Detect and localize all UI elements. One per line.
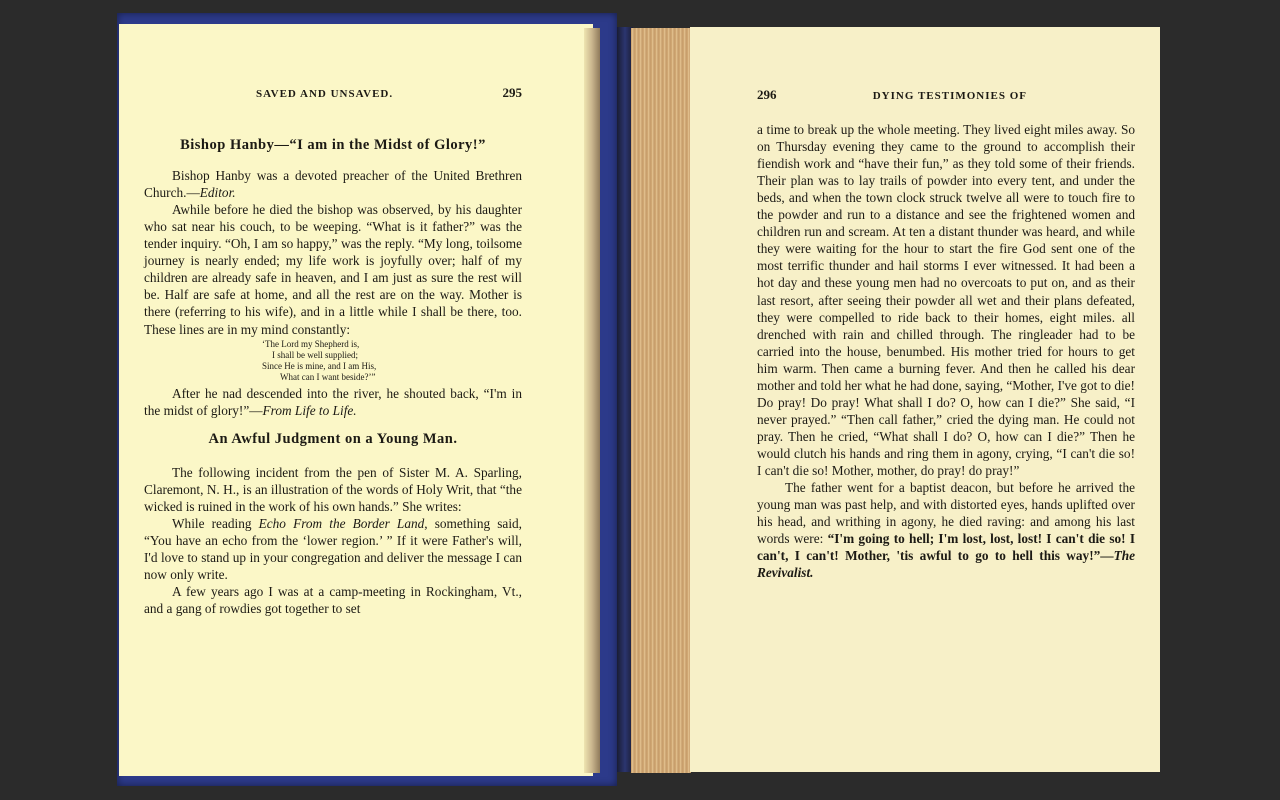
paragraph-glory-text: After he nad descended into the river, he shouted back, “I'm in the midst of glory!”— xyxy=(144,385,522,418)
left-page-content xyxy=(144,84,522,617)
paragraph-echo-start: While reading xyxy=(172,515,259,531)
right-book-page-edges xyxy=(631,28,691,773)
left-page-edge xyxy=(584,28,600,773)
paragraph-camp-meeting: A few years ago I was at a camp-meeting in Rockingham, Vt., and a gang of rowdies got together to set xyxy=(144,584,522,617)
paragraph-bishop-story: Awhile before he died the bishop was observed, by his daughter who sat near his couch, to be weeping. “What is it father?” was the tender inquiry. “Oh, I am so happy,” was the reply. “My long, toilsome journey is nearly ended; my life work is joyfully over; half of my children are already safe in heaven, and I am just as sure the rest will be. Half are safe at home, and all the rest are on the way. Mother is there (referring to his wife), and in a little while I shall be there, too. These lines are in my mind constantly: xyxy=(144,202,522,337)
left-running-title: SAVED AND UNSAVED. xyxy=(256,88,394,100)
paragraph-thunder-story: a time to break up the whole meeting. They lived eight miles away. So on Thursday evening they came to the ground to accomplish their fiendish work and “have their fun,” as they told some of their friends. Their plan was to lay trails of powder into every tent, and under the beds, and when the town clock struck twelve all were to touch fire to the powder and run to a distance and see the frightened women and children run and scream. At ten a distant thunder was heard, and while they were waiting for the hour to start the fire God sent one of the most terrific thunder and hail storms I ever witnessed. It had been a hot day and these young men had no overcoats to put on, and as their last resort, after seeing their powder all wet and their plans defeated, they were compelled to ride back to their homes, eight miles. all drenched with rain and chilled through. The ringleader had to be carried into the house, benumbed. His mother tried for hours to get him warm. Then came a burning fever. And then he called his dear mother and told her what he had done, saying, “Mother, I've got to die! Do pray! Do pray! What shall I do? O, how can I die?” She said, “I never prayed.” “Then call father,” cried the dying man. He could not pray. Then he cried, “What shall I do? O, how can I die?” Then he would clutch his hands and ring them in agony, crying, “I can't die so! I can't die so! Mother, mother, do pray! do pray!” xyxy=(757,122,1135,478)
book-title-echo: Echo From the Border Land xyxy=(258,515,425,531)
poem-verse xyxy=(144,339,522,383)
left-running-head xyxy=(144,84,522,103)
paragraph-glory xyxy=(144,385,522,419)
paragraph-deacon-text: The father went for a baptist deacon, but before he arrived the young man was past help, and with distorted eyes, hands uplifted over his head, and writhing in agony, he died raving: and among his last words were: xyxy=(757,480,1135,547)
poem-line: What can I want beside?’” xyxy=(280,371,376,382)
paragraph-deacon-source: The Revivalist. xyxy=(757,548,1135,581)
right-running-head xyxy=(757,86,1135,105)
paragraph-intro-text: Bishop Hanby was a devoted preacher of the United Brethren Church.— xyxy=(144,168,522,201)
article-heading-awful-judgment: An Awful Judgment on a Young Man. xyxy=(208,430,458,447)
left-page-number: 295 xyxy=(502,85,522,100)
paragraph-intro xyxy=(144,167,522,201)
article-heading-bishop-hanby: Bishop Hanby—“I am in the Midst of Glory!” xyxy=(180,137,486,154)
last-words-quote: “I'm going to hell; I'm lost, lost, lost! I can't die so! I can't, I can't! Mother, 'tis awful to go to hell this way!”— xyxy=(757,531,1135,564)
right-running-title: DYING TESTIMONIES OF xyxy=(872,90,1027,102)
paragraph-echo xyxy=(144,515,522,583)
paragraph-echo-end: , something said, “You have an echo from the ‘lower region.’ ” If it were Father's will, I'd love to stand up in your congregation and deliver the message I can now only write. xyxy=(144,515,523,582)
paragraph-intro-source: Editor. xyxy=(199,185,236,201)
poem-line: Since He is mine, and I am His, xyxy=(262,360,377,371)
paragraph-glory-source: From Life to Life. xyxy=(262,402,357,418)
paragraph-incident-intro: The following incident from the pen of Sister M. A. Sparling, Claremont, N. H., is an illustration of the words of Holy Writ, that “the wicked is ruined in the work of his own hands.” She writes: xyxy=(144,464,522,514)
poem-line: I shall be well supplied; xyxy=(272,349,358,360)
paragraph-deacon xyxy=(757,479,1135,581)
poem-line: ‘The Lord my Shepherd is, xyxy=(262,338,360,349)
right-page-content xyxy=(757,86,1135,581)
right-page-number: 296 xyxy=(757,87,777,102)
